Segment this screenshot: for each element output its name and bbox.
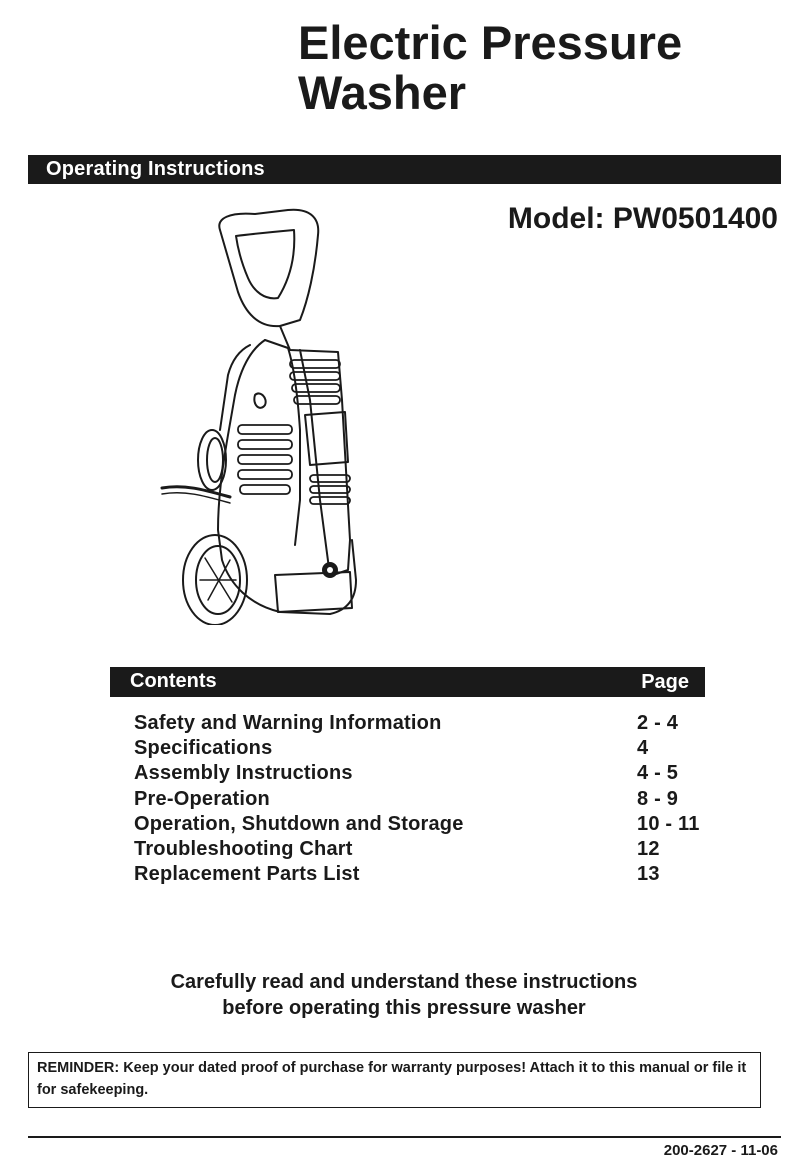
toc-item[interactable]	[134, 812, 700, 838]
notice-line-2: before operating this pressure washer	[222, 997, 586, 1019]
toc-item[interactable]	[134, 737, 694, 762]
title-line-2: Washer	[298, 66, 467, 119]
toc-item[interactable]	[134, 838, 694, 863]
toc-title: Safety and Warning Information	[134, 712, 442, 734]
toc-item[interactable]	[134, 762, 694, 787]
pressure-washer-illustration	[160, 200, 375, 625]
toc-title: Specifications	[134, 737, 273, 760]
section-header-bar	[28, 155, 781, 184]
toc-item[interactable]	[134, 788, 694, 813]
contents-heading: Contents	[130, 670, 217, 692]
toc-item[interactable]	[134, 863, 694, 888]
toc-item[interactable]	[134, 712, 694, 737]
toc-page: 2 - 4	[637, 712, 679, 734]
model-number: Model: PW0501400	[507, 202, 778, 235]
table-of-contents	[134, 712, 700, 888]
toc-title: Replacement Parts List	[134, 863, 360, 886]
toc-title: Troubleshooting Chart	[134, 837, 353, 860]
document-title	[298, 18, 798, 118]
title-line-1: Electric Pressure	[298, 16, 683, 69]
page-heading: Page	[641, 671, 689, 693]
toc-page: 8 - 9	[637, 787, 679, 810]
notice-line-1: Carefully read and understand these instructions	[170, 971, 638, 993]
toc-title: Pre-Operation	[134, 787, 270, 810]
toc-title: Assembly Instructions	[134, 762, 353, 785]
footer-divider	[28, 1136, 781, 1138]
section-label: Operating Instructions	[46, 158, 265, 180]
toc-title: Operation, Shutdown and Storage	[134, 812, 464, 835]
toc-page: 4	[637, 737, 649, 760]
toc-page: 4 - 5	[637, 762, 679, 785]
contents-header-bar	[110, 667, 705, 697]
read-instructions-notice	[0, 969, 808, 1021]
toc-page: 10 - 11	[637, 812, 700, 835]
warranty-reminder-box: REMINDER: Keep your dated proof of purchase for warranty purposes! Attach it to this manual or file it for safekeeping.	[28, 1052, 761, 1108]
toc-page: 13	[637, 863, 660, 886]
toc-page: 12	[637, 837, 660, 860]
document-number: 200-2627 - 11-06	[663, 1142, 778, 1159]
